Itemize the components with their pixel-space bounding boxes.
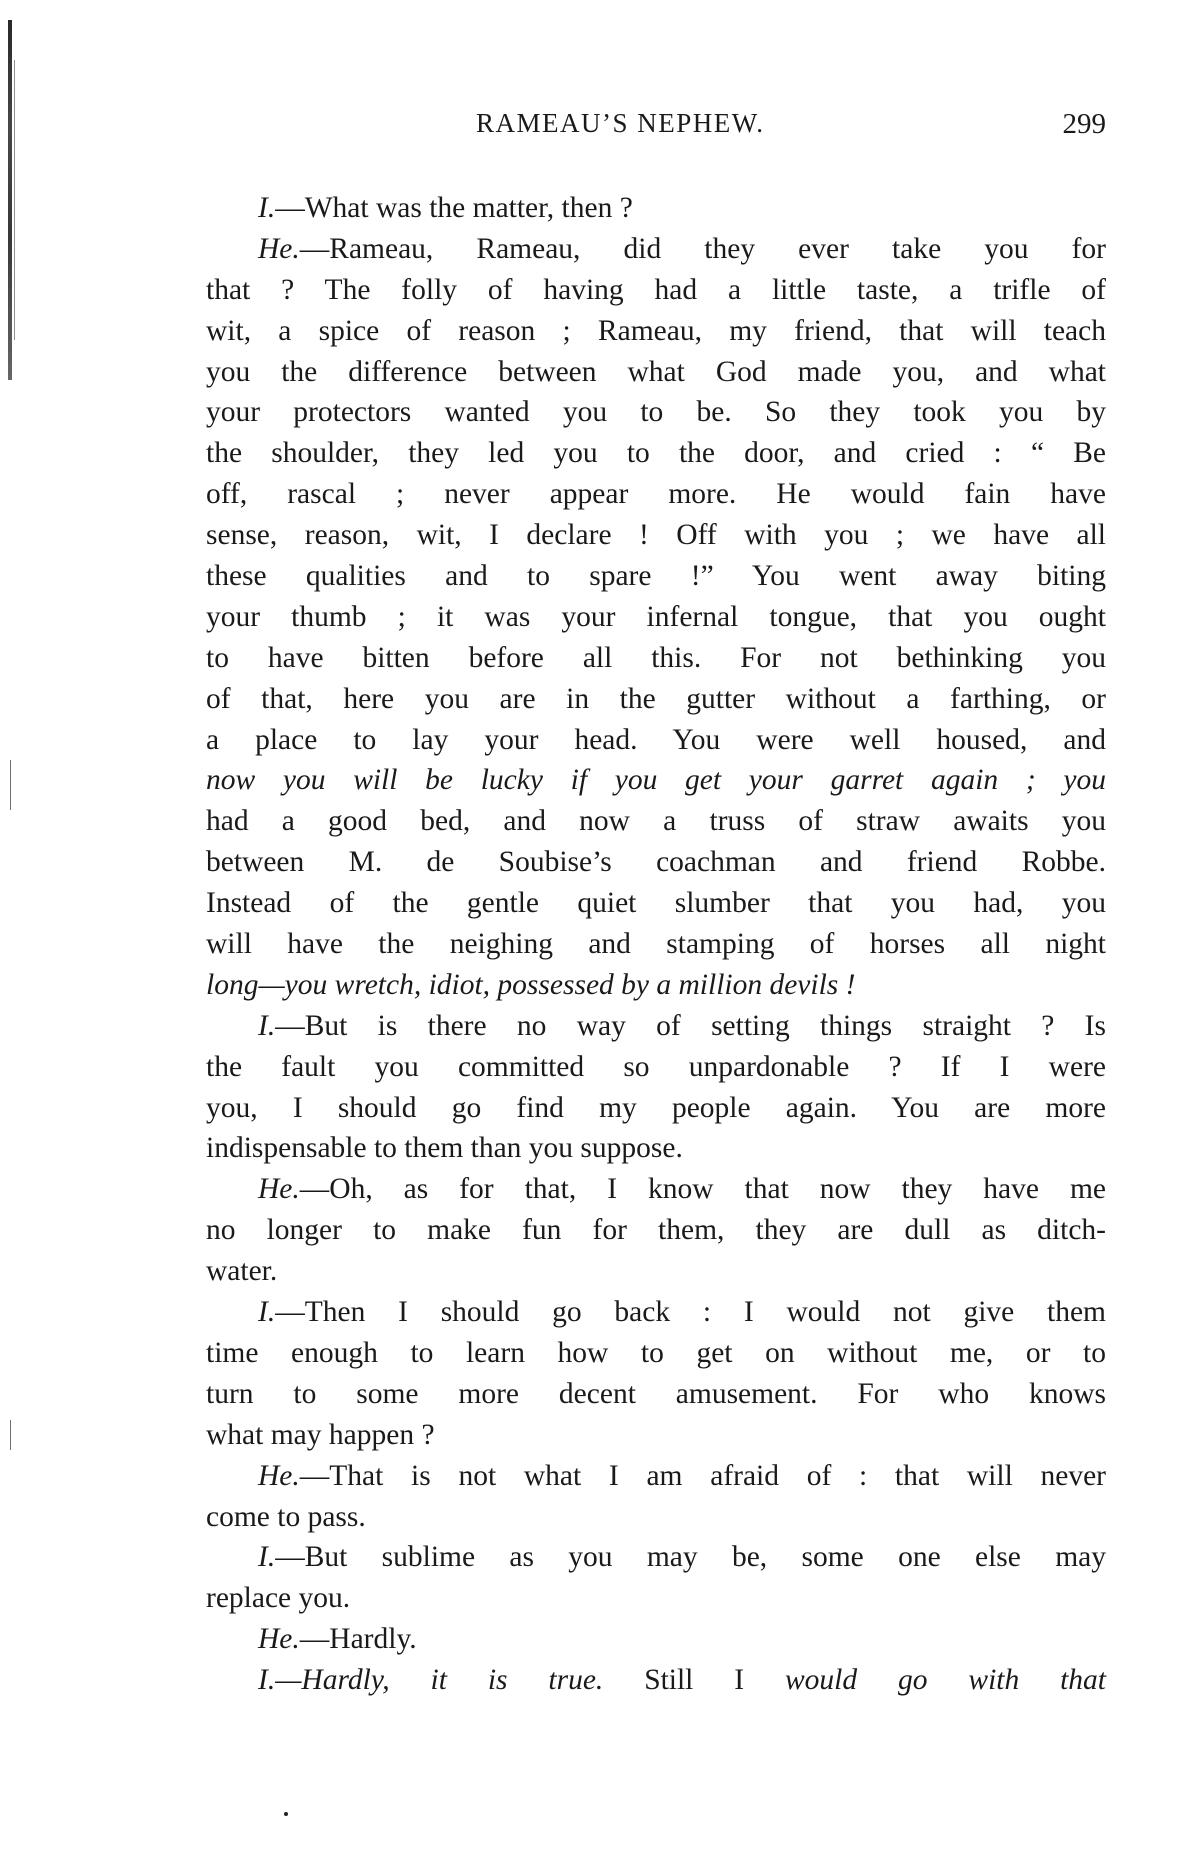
text-line-content <box>206 1088 1106 1129</box>
text-line-content <box>206 352 1106 393</box>
text-segment: that ? The folly of having had a little taste, a trifle of <box>206 273 1106 306</box>
text-segment: no longer to make fun for them, they are dull as ditch- <box>206 1214 1106 1247</box>
text-line-content <box>206 1415 1106 1456</box>
text-line-content <box>258 1619 1106 1660</box>
text-segment: off, rascal ; never appear more. He would fain have <box>206 478 1106 511</box>
text-line <box>206 924 1106 965</box>
text-line-content <box>258 1169 1106 1210</box>
text-line-content <box>206 1497 1106 1538</box>
speaker-label: I. <box>258 192 276 224</box>
text-line-content <box>206 760 1106 801</box>
text-line <box>206 1047 1106 1088</box>
text-line-content <box>206 270 1106 311</box>
text-line-content <box>206 883 1106 924</box>
text-segment: —Oh, as for that, I know that now they have me <box>299 1173 1106 1206</box>
text-line <box>206 1619 1106 1660</box>
speaker-label: He. <box>258 1173 300 1206</box>
text-line-content <box>206 1251 1106 1292</box>
text-segment: —What was the matter, then ? <box>275 192 633 224</box>
text-line <box>206 474 1106 515</box>
text-line <box>206 883 1106 924</box>
speaker-label: He. <box>258 1623 300 1656</box>
ink-speck <box>284 1812 288 1816</box>
text-line-content <box>206 801 1106 842</box>
text-segment: between M. de Soubise’s coachman and friend Robbe. <box>206 846 1106 879</box>
text-segment: you, I should go find my people again. You are more <box>206 1091 1106 1124</box>
text-segment: —But sublime as you may be, some one else may <box>275 1541 1106 1574</box>
text-line-content <box>206 311 1106 352</box>
text-line-content <box>206 1333 1106 1374</box>
text-line-content <box>206 720 1106 761</box>
text-segment: —Rameau, Rameau, did they ever take you for <box>299 232 1106 265</box>
text-line-content <box>206 392 1106 433</box>
text-line <box>206 965 1106 1006</box>
margin-mark <box>10 760 11 810</box>
text-segment: a place to lay your head. You were well housed, and <box>206 723 1106 756</box>
page-number: 299 <box>1062 108 1106 140</box>
text-segment: —Hardly, it is true. <box>275 1664 604 1697</box>
text-segment: sense, reason, wit, I declare ! Off with you ; we have all <box>206 519 1106 552</box>
text-segment: long—you wretch, idiot, possessed by a million devils ! <box>206 968 856 1001</box>
text-line <box>206 1292 1106 1333</box>
text-line <box>206 1128 1106 1169</box>
text-line-content <box>258 1456 1106 1497</box>
text-line-content <box>206 924 1106 965</box>
text-line <box>206 229 1106 270</box>
text-line <box>206 1374 1106 1415</box>
text-segment: —Then I should go back : I would not give them <box>275 1296 1106 1329</box>
text-line-content <box>206 1047 1106 1088</box>
binding-shadow <box>8 20 12 380</box>
text-line <box>206 515 1106 556</box>
text-segment: —That is not what I am afraid of : that will never <box>299 1459 1106 1492</box>
text-segment: the shoulder, they led you to the door, and cried : “ Be <box>206 437 1106 470</box>
text-segment: your protectors wanted you to be. So they took you by <box>206 396 1106 429</box>
binding-shadow-line <box>14 60 15 340</box>
text-line-content <box>258 1292 1106 1333</box>
text-line <box>206 433 1106 474</box>
text-line-content <box>258 1660 1106 1701</box>
text-segment: come to pass. <box>206 1500 366 1533</box>
text-segment: now you will be lucky if you get your garret again ; you <box>206 764 1106 797</box>
text-line-content <box>206 842 1106 883</box>
text-segment: you the difference between what God made you, and what <box>206 355 1106 388</box>
text-line-content <box>206 965 1106 1006</box>
text-line <box>206 352 1106 393</box>
text-segment: would go with that <box>784 1664 1106 1697</box>
text-segment: the fault you committed so unpardonable ? If I were <box>206 1050 1106 1083</box>
text-segment: turn to some more decent amusement. For who knows <box>206 1377 1106 1410</box>
page-header <box>206 108 1106 148</box>
text-line <box>206 1537 1106 1578</box>
text-line <box>206 842 1106 883</box>
text-segment: will have the neighing and stamping of horses all night <box>206 928 1106 961</box>
text-segment: had a good bed, and now a truss of straw awaits you <box>206 805 1106 838</box>
speaker-label: He. <box>258 232 300 265</box>
text-line-content <box>206 597 1106 638</box>
text-line <box>206 597 1106 638</box>
text-segment: your thumb ; it was your infernal tongue, that you ought <box>206 600 1106 633</box>
text-line-content <box>206 556 1106 597</box>
text-line-content <box>206 1128 1106 1169</box>
text-segment: —Hardly. <box>299 1623 417 1656</box>
text-segment: what may happen ? <box>206 1418 435 1451</box>
margin-mark <box>10 1420 11 1450</box>
text-line <box>206 270 1106 311</box>
speaker-label: I. <box>258 1009 276 1042</box>
text-line <box>206 1660 1106 1701</box>
body-text <box>206 188 1106 1701</box>
text-segment: water. <box>206 1255 278 1288</box>
text-line <box>206 1578 1106 1619</box>
speaker-label: I. <box>258 1296 276 1329</box>
running-head: RAMEAU’S NEPHEW. <box>476 108 765 138</box>
text-line-content <box>206 638 1106 679</box>
text-segment: time enough to learn how to get on without me, or to <box>206 1336 1106 1369</box>
text-segment: Still I <box>603 1664 785 1697</box>
text-line-content <box>206 433 1106 474</box>
text-line-content <box>258 229 1106 270</box>
speaker-label: I. <box>258 1541 276 1574</box>
speaker-label: He. <box>258 1459 300 1492</box>
text-line <box>206 1251 1106 1292</box>
text-line <box>206 760 1106 801</box>
text-segment: these qualities and to spare !” You went away biting <box>206 560 1106 593</box>
text-line <box>206 801 1106 842</box>
text-line <box>206 1456 1106 1497</box>
text-line <box>206 638 1106 679</box>
text-line <box>206 1169 1106 1210</box>
text-line-content <box>258 1006 1106 1047</box>
text-line-content <box>258 1537 1106 1578</box>
text-line-content <box>206 1210 1106 1251</box>
text-line-content <box>206 679 1106 720</box>
text-line <box>206 1006 1106 1047</box>
text-line <box>206 556 1106 597</box>
text-segment: of that, here you are in the gutter without a farthing, or <box>206 682 1106 715</box>
text-line-content <box>258 188 1106 229</box>
text-segment: to have bitten before all this. For not bethinking you <box>206 641 1106 674</box>
text-segment: wit, a spice of reason ; Rameau, my friend, that will teach <box>206 314 1106 347</box>
text-line <box>206 720 1106 761</box>
speaker-label: I. <box>258 1664 276 1697</box>
text-line <box>206 1497 1106 1538</box>
text-line <box>206 392 1106 433</box>
text-line <box>206 679 1106 720</box>
text-line <box>206 1415 1106 1456</box>
text-line <box>206 188 1106 229</box>
text-segment: indispensable to them than you suppose. <box>206 1132 683 1165</box>
text-line <box>206 1210 1106 1251</box>
text-segment: Instead of the gentle quiet slumber that you had, you <box>206 887 1106 920</box>
text-line <box>206 1088 1106 1129</box>
text-segment: —But is there no way of setting things straight ? Is <box>275 1009 1106 1042</box>
text-line-content <box>206 1374 1106 1415</box>
text-line-content <box>206 515 1106 556</box>
text-segment: replace you. <box>206 1582 351 1615</box>
text-line-content <box>206 1578 1106 1619</box>
text-line <box>206 1333 1106 1374</box>
text-line-content <box>206 474 1106 515</box>
text-line <box>206 311 1106 352</box>
